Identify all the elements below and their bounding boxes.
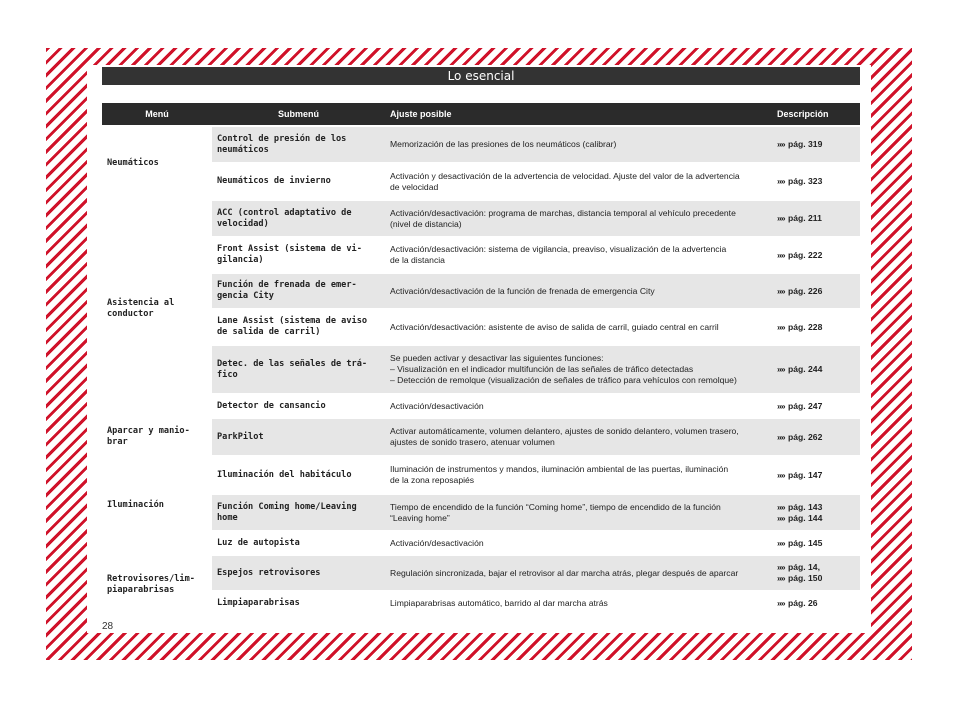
submenu-label: velocidad)	[217, 218, 269, 229]
reference-arrow-icon: »»	[777, 537, 785, 548]
setting-text: Regulación sincronizada, bajar el retrovisor al dar marcha atrás, plegar después de aparcar	[390, 567, 739, 578]
submenu-cell	[212, 238, 385, 272]
reference-arrow-icon: »»	[777, 285, 785, 296]
menu-label: Neumáticos	[107, 157, 159, 168]
menu-cell	[102, 419, 212, 455]
page-reference-text: pág. 14,	[787, 562, 820, 572]
setting-cell	[385, 419, 772, 455]
reference-arrow-icon: »»	[777, 213, 785, 223]
setting-text: ajustes de sonido trasero, atenuar volumen	[390, 437, 555, 447]
setting-text: – Visualización en el indicador multifunción de las señales de tráfico detectadas	[390, 364, 694, 374]
submenu-cell	[212, 395, 385, 417]
reference-arrow-icon: »»	[777, 364, 785, 374]
setting-text: – Detección de remolque (visualización de señales de tráfico para vehículos con remolque)	[390, 375, 737, 385]
setting-text: Limpiaparabrisas automático, barrido al dar marcha atrás	[390, 597, 608, 608]
description-cell	[772, 346, 860, 393]
submenu-cell	[212, 201, 385, 236]
column-header-menu: Menú	[102, 103, 212, 125]
submenu-label: home	[217, 512, 238, 523]
submenu-label: Front Assist (sistema de vi-	[217, 244, 362, 254]
table-row	[102, 164, 860, 199]
description-cell	[772, 201, 860, 236]
setting-text: (nivel de distancia)	[390, 218, 462, 229]
description-cell	[772, 395, 860, 417]
page-reference-text: pág. 143	[787, 501, 823, 512]
description-cell	[772, 457, 860, 493]
setting-text: Activación/desactivación: programa de marchas, distancia temporal al vehículo precedente	[390, 207, 736, 218]
setting-text: Activación y desactivación de la advertencia de velocidad. Ajuste del valor de la advertencia	[390, 170, 740, 181]
setting-text: Activación/desactivación: asistente de aviso de salida de carril, guiado central en carril	[390, 321, 719, 332]
column-header-submenu: Submenú	[212, 103, 385, 125]
table-row	[102, 274, 860, 308]
table-row	[102, 532, 860, 554]
description-cell	[772, 164, 860, 199]
menu-label: Asistencia al	[107, 298, 175, 308]
page-reference-text: pág. 319	[787, 139, 823, 149]
page-reference-text: pág. 247	[787, 400, 823, 411]
table-row	[102, 495, 860, 530]
submenu-cell	[212, 274, 385, 308]
page-reference-link[interactable]	[777, 573, 855, 584]
description-cell	[772, 274, 860, 308]
page-reference-text: pág. 228	[787, 321, 823, 332]
table-header-row	[102, 103, 860, 125]
submenu-label: fico	[217, 369, 238, 380]
page-reference-link[interactable]	[777, 470, 855, 481]
submenu-cell	[212, 164, 385, 199]
page-reference-link[interactable]	[777, 562, 855, 573]
submenu-label: neumáticos	[217, 144, 269, 155]
reference-arrow-icon: »»	[777, 431, 785, 442]
submenu-cell	[212, 532, 385, 554]
submenu-label: Control de presión de los	[217, 133, 347, 144]
menu-cell	[102, 556, 212, 614]
submenu-label: de salida de carril)	[217, 327, 321, 337]
reference-arrow-icon: »»	[777, 321, 785, 332]
submenu-label: Detec. de las señales de trá-	[217, 358, 368, 369]
page-reference-link[interactable]	[777, 513, 855, 524]
submenu-cell	[212, 457, 385, 493]
page-reference-text: pág. 150	[787, 573, 823, 583]
setting-cell	[385, 164, 772, 199]
page-reference-text: pág. 226	[787, 285, 823, 296]
page-reference-text: pág. 145	[787, 537, 823, 548]
menu-label: Aparcar y manio-	[107, 426, 190, 436]
table-row	[102, 395, 860, 417]
page-reference-text: pág. 323	[787, 176, 823, 186]
setting-cell	[385, 310, 772, 344]
page-reference-link[interactable]	[777, 538, 855, 549]
manual-page	[87, 65, 871, 633]
setting-text: “Leaving home”	[390, 512, 450, 523]
table-row	[102, 310, 860, 344]
setting-text: Activar automáticamente, volumen delantero, ajustes de sonido delantero, volumen trasero,	[390, 426, 739, 436]
submenu-label: Detector de cansancio	[217, 400, 326, 411]
menu-label: brar	[107, 437, 128, 447]
reference-arrow-icon: »»	[777, 573, 785, 583]
setting-text: de la distancia	[390, 255, 445, 265]
page-reference-link[interactable]	[777, 250, 855, 261]
page-reference-link[interactable]	[777, 139, 855, 150]
setting-text: Activación/desactivación: sistema de vigilancia, preaviso, visualización de la advertencia	[390, 244, 727, 254]
submenu-label: Espejos retrovisores	[217, 567, 321, 578]
submenu-label: Iluminación del habitáculo	[217, 469, 352, 480]
setting-cell	[385, 127, 772, 162]
page-reference-text: pág. 244	[787, 364, 823, 374]
setting-text: Se pueden activar y desactivar las siguientes funciones:	[390, 353, 604, 363]
setting-text: Tiempo de encendido de la función “Coming home”, tiempo de encendido de la función	[390, 501, 721, 512]
submenu-cell	[212, 310, 385, 344]
page-reference-text: pág. 147	[787, 469, 823, 480]
reference-arrow-icon: »»	[777, 176, 785, 186]
setting-text: Activación/desactivación	[390, 537, 484, 548]
section-title: Lo esencial	[102, 67, 860, 85]
setting-text: de la zona reposapiés	[390, 475, 475, 485]
submenu-cell	[212, 419, 385, 455]
submenu-label: Lane Assist (sistema de aviso	[217, 316, 368, 326]
setting-text: Memorización de las presiones de los neumáticos (calibrar)	[390, 139, 617, 149]
menu-label: conductor	[107, 309, 154, 319]
setting-text: Activación/desactivación	[390, 400, 484, 411]
setting-cell	[385, 532, 772, 554]
reference-arrow-icon: »»	[777, 501, 785, 512]
reference-arrow-icon: »»	[777, 512, 785, 523]
page-reference-link[interactable]	[777, 432, 855, 443]
reference-arrow-icon: »»	[777, 562, 785, 572]
description-cell	[772, 310, 860, 344]
page-reference-text: pág. 26	[787, 597, 818, 608]
reference-arrow-icon: »»	[777, 400, 785, 411]
submenu-label: ACC (control adaptativo de	[217, 207, 352, 218]
submenu-label: Luz de autopista	[217, 537, 300, 548]
page-reference-text: pág. 262	[787, 431, 823, 442]
reference-arrow-icon: »»	[777, 597, 785, 608]
table-row	[102, 238, 860, 272]
table-row	[102, 346, 860, 393]
submenu-cell	[212, 556, 385, 590]
page-number: 28	[102, 621, 114, 632]
setting-cell	[385, 556, 772, 590]
description-cell	[772, 238, 860, 272]
submenu-label: Función de frenada de emer-	[217, 280, 357, 290]
submenu-cell	[212, 495, 385, 530]
table-row	[102, 457, 860, 493]
page-reference-link[interactable]	[777, 598, 855, 609]
page-reference-link[interactable]	[777, 176, 855, 187]
setting-cell	[385, 592, 772, 614]
table-body	[102, 127, 860, 614]
submenu-label: Neumáticos de invierno	[217, 176, 331, 186]
page-reference-link[interactable]	[777, 364, 855, 375]
description-cell	[772, 419, 860, 455]
submenu-label: Limpiaparabrisas	[217, 597, 300, 608]
description-cell	[772, 495, 860, 530]
menu-cell	[102, 457, 212, 554]
table-row	[102, 556, 860, 590]
column-header-setting: Ajuste posible	[385, 103, 772, 125]
menu-label: Iluminación	[107, 500, 164, 510]
reference-arrow-icon: »»	[777, 139, 785, 149]
submenu-label: gencia City	[217, 291, 274, 301]
menu-label: Retrovisores/lim-	[107, 574, 195, 584]
submenu-label: gilancia)	[217, 255, 264, 265]
setting-cell	[385, 238, 772, 272]
menu-label: piaparabrisas	[107, 585, 175, 595]
page-reference-link[interactable]	[777, 286, 855, 297]
page-reference-link[interactable]	[777, 401, 855, 412]
reference-arrow-icon: »»	[777, 249, 785, 260]
setting-cell	[385, 395, 772, 417]
setting-cell	[385, 457, 772, 493]
page-reference-link[interactable]	[777, 213, 855, 224]
settings-table	[102, 101, 860, 616]
submenu-cell	[212, 592, 385, 614]
setting-cell	[385, 274, 772, 308]
setting-cell	[385, 201, 772, 236]
table-row	[102, 127, 860, 162]
description-cell	[772, 127, 860, 162]
menu-cell	[102, 127, 212, 199]
page-reference-link[interactable]	[777, 502, 855, 513]
page-reference-link[interactable]	[777, 322, 855, 333]
reference-arrow-icon: »»	[777, 469, 785, 480]
page-reference-text: pág. 211	[787, 213, 822, 223]
description-cell	[772, 556, 860, 590]
table-row	[102, 201, 860, 236]
setting-text: de velocidad	[390, 181, 439, 192]
column-header-description: Descripción	[772, 103, 860, 125]
setting-cell	[385, 346, 772, 393]
page-reference-text: pág. 222	[787, 249, 823, 260]
setting-cell	[385, 495, 772, 530]
table-row	[102, 592, 860, 614]
submenu-label: ParkPilot	[217, 431, 264, 442]
setting-text: Activación/desactivación de la función de frenada de emergencia City	[390, 285, 655, 296]
submenu-cell	[212, 127, 385, 162]
description-cell	[772, 532, 860, 554]
page-reference-text: pág. 144	[787, 512, 823, 523]
table-row	[102, 419, 860, 455]
setting-text: Iluminación de instrumentos y mandos, iluminación ambiental de las puertas, iluminación	[390, 464, 729, 474]
submenu-label: Función Coming home/Leaving	[217, 501, 357, 512]
menu-cell	[102, 201, 212, 417]
description-cell	[772, 592, 860, 614]
submenu-cell	[212, 346, 385, 393]
